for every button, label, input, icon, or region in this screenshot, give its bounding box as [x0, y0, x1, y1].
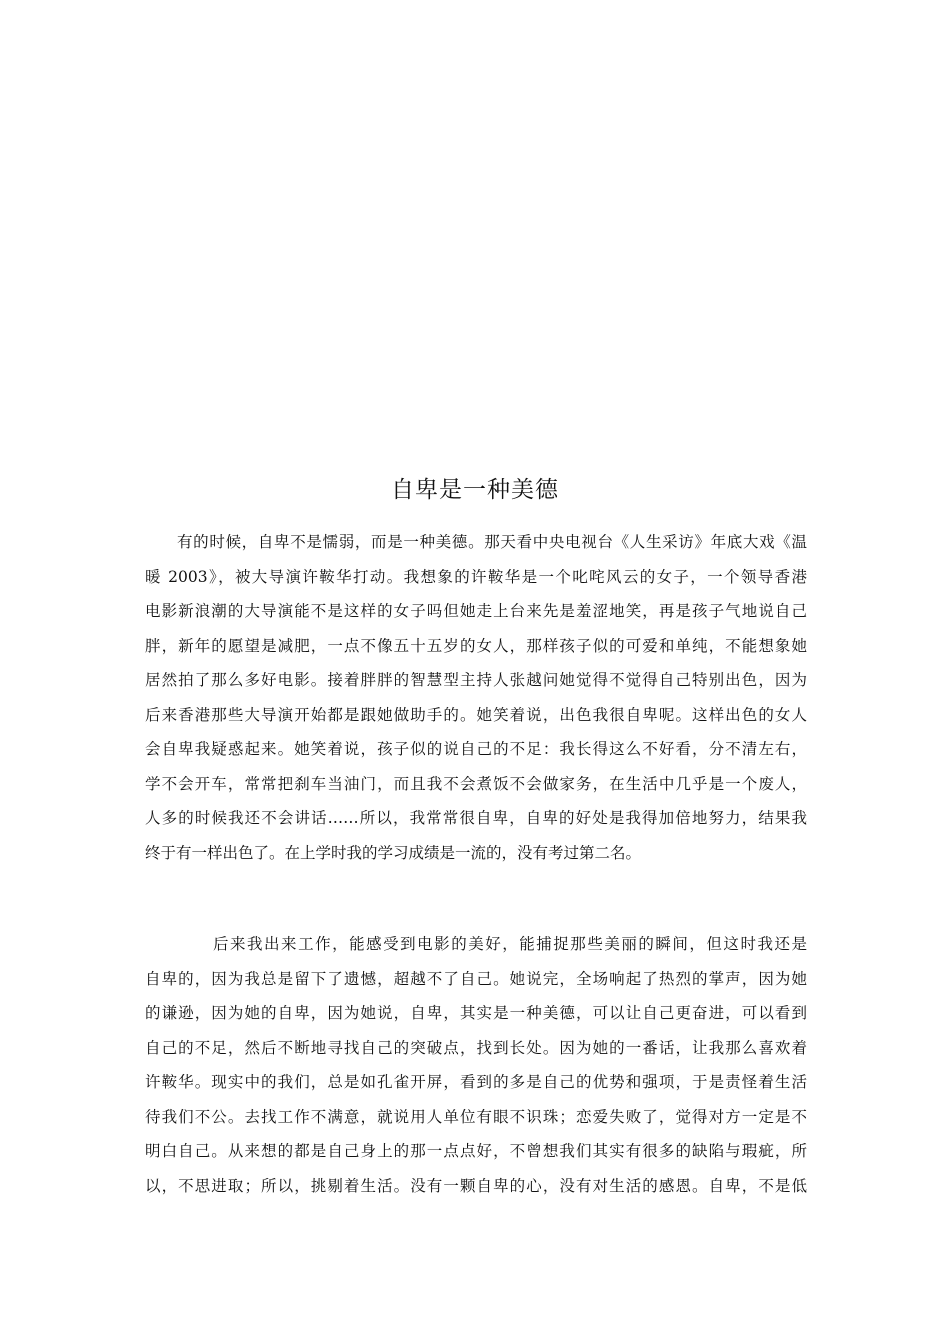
text-line: 自卑的，因为我总是留下了遗憾，超越不了自己。她说完，全场响起了热烈的掌声，因为她: [145, 969, 807, 988]
paragraph-1: [145, 525, 807, 870]
text-line: 暖 2003》，被大导演许鞍华打动。我想象的许鞍华是一个叱咤风云的女子，一个领导香港: [145, 567, 807, 586]
text-line: 待我们不公。去找工作不满意，就说用人单位有眼不识珠；恋爱失败了，觉得对方一定是不: [145, 1107, 807, 1126]
paragraph-2: [145, 927, 807, 1203]
text-line: 以，不思进取；所以，挑剔着生活。没有一颗自卑的心，没有对生活的感恩。自卑，不是低: [145, 1176, 807, 1195]
text-line: 人多的时候我还不会讲话……所以，我常常很自卑，自卑的好处是我得加倍地努力，结果我: [145, 809, 807, 827]
text-line: 学不会开车，常常把刹车当油门，而且我不会煮饭不会做家务，在生活中几乎是一个废人，: [145, 774, 807, 793]
text-line: 电影新浪潮的大导演能不是这样的女子吗但她走上台来先是羞涩地笑，再是孩子气地说自己: [145, 602, 807, 620]
text-line: 后来我出来工作，能感受到电影的美好，能捕捉那些美丽的瞬间，但这时我还是: [213, 935, 807, 953]
text-line: 有的时候，自卑不是懦弱，而是一种美德。那天看中央电视台《人生采访》年底大戏《温: [177, 533, 807, 551]
text-line: 的谦逊，因为她的自卑，因为她说，自卑，其实是一种美德，可以让自己更奋进，可以看到: [145, 1004, 807, 1022]
document-title: 自卑是一种美德: [391, 477, 559, 503]
text-line: 自己的不足，然后不断地寻找自己的突破点，找到长处。因为她的一番话，让我那么喜欢着: [145, 1038, 807, 1057]
text-line: 居然拍了那么多好电影。接着胖胖的智慧型主持人张越问她觉得不觉得自己特别出色，因为: [145, 671, 807, 689]
text-line: 明白自己。从来想的都是自己身上的那一点点好，不曾想我们其实有很多的缺陷与瑕疵，所: [145, 1142, 807, 1160]
text-line: 胖，新年的愿望是减肥，一点不像五十五岁的女人，那样孩子似的可爱和单纯，不能想象她: [145, 636, 807, 655]
text-line: 后来香港那些大导演开始都是跟她做助手的。她笑着说，出色我很自卑呢。这样出色的女人: [145, 705, 807, 724]
text-line: 会自卑我疑惑起来。她笑着说，孩子似的说自己的不足：我长得这么不好看，分不清左右，: [145, 740, 807, 758]
text-line: 许鞍华。现实中的我们，总是如孔雀开屏，看到的多是自己的优势和强项，于是责怪着生活: [145, 1073, 807, 1091]
text-line: 终于有一样出色了。在上学时我的学习成绩是一流的，没有考过第二名。: [145, 843, 642, 862]
